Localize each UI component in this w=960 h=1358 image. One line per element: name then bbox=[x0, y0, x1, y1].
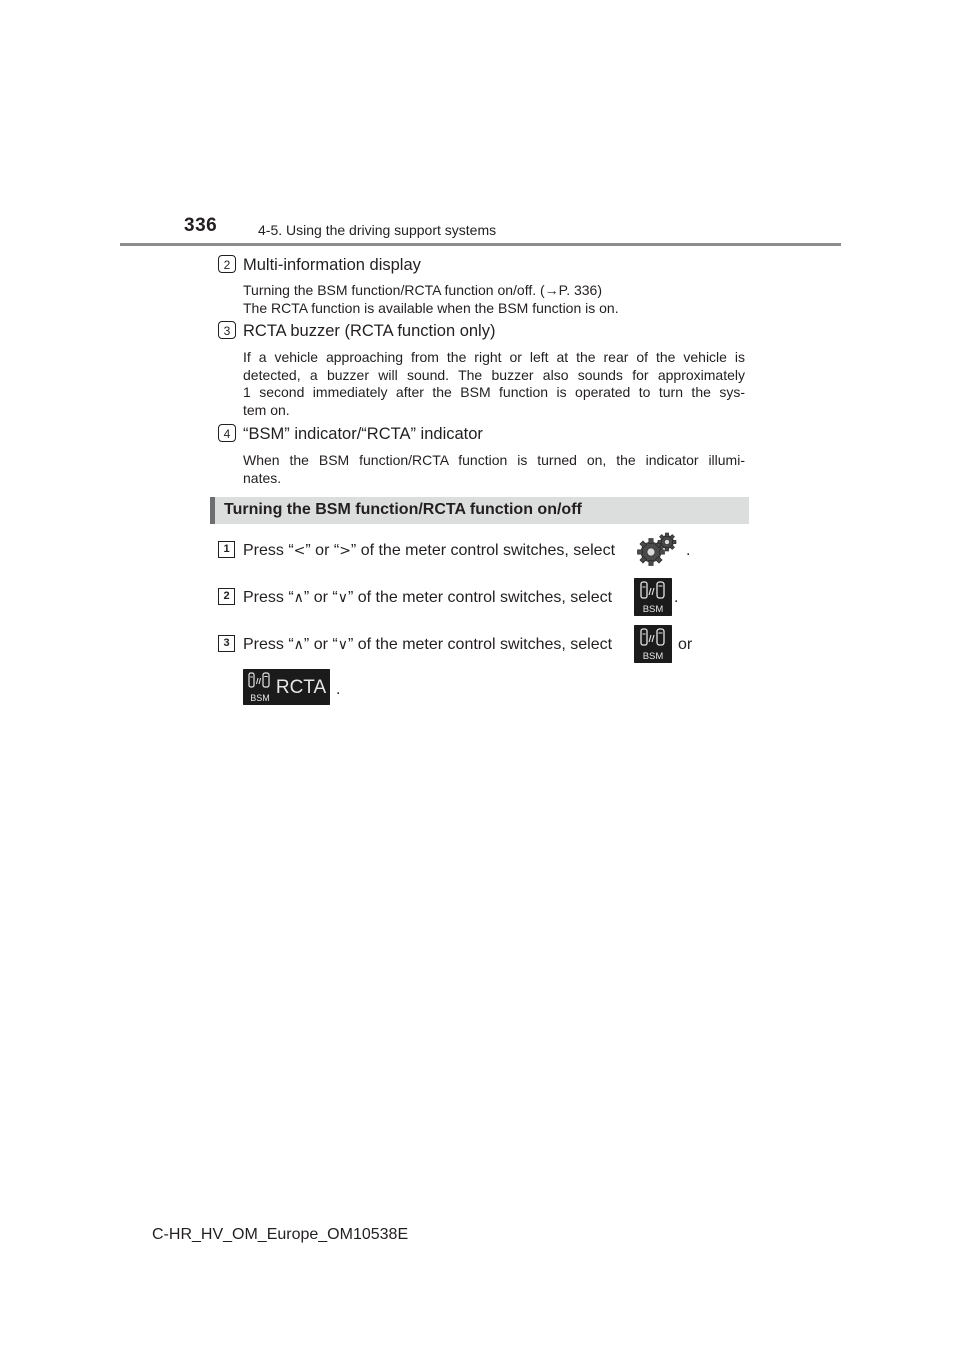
step-text-part: Press “ bbox=[243, 542, 294, 559]
step-1-end: . bbox=[686, 542, 691, 559]
step-text-part: ” of the meter control switches, select bbox=[350, 542, 616, 559]
bsm-rcta-indicator-icon bbox=[243, 669, 330, 705]
step-text-part: ” or “ bbox=[303, 636, 338, 653]
settings-gears-icon bbox=[634, 531, 680, 567]
step-2-text bbox=[243, 589, 612, 607]
step-number-3: 3 bbox=[218, 635, 235, 652]
step-2-end: . bbox=[674, 589, 679, 606]
description-line: If a vehicle approaching from the right or left at the rear of the vehicle is bbox=[243, 349, 745, 365]
step-3-or: or bbox=[678, 636, 693, 653]
rcta-label: RCTA bbox=[275, 677, 327, 698]
section-title: 4-5. Using the driving support systems bbox=[258, 222, 497, 238]
description-line: When the BSM function/RCTA function is turned on, the indicator illumi- bbox=[243, 452, 745, 468]
description-line: Turning the BSM function/RCTA function on/off. (→P. 336) bbox=[243, 282, 603, 298]
item-title-multi-information-display: Multi-information display bbox=[243, 256, 421, 274]
step-3-text bbox=[243, 636, 612, 654]
step-text-part: Press “ bbox=[243, 636, 294, 653]
left-arrow-symbol: < bbox=[293, 543, 306, 559]
bsm-label: BSM bbox=[642, 604, 664, 615]
step-1-text bbox=[243, 542, 615, 560]
step-3-end: . bbox=[336, 681, 341, 698]
step-number-1: 1 bbox=[218, 541, 235, 558]
step-text-part: ” of the meter control switches, select bbox=[347, 636, 613, 653]
item-description bbox=[243, 452, 745, 487]
step-text-part: ” or “ bbox=[303, 589, 338, 606]
header-rule bbox=[120, 243, 841, 246]
item-description bbox=[243, 282, 745, 317]
callout-number-3: 3 bbox=[218, 321, 236, 339]
item-description bbox=[243, 349, 745, 419]
callout-number-4: 4 bbox=[218, 424, 236, 442]
section-heading: Turning the BSM function/RCTA function on/off bbox=[224, 501, 582, 518]
right-arrow-symbol: > bbox=[339, 543, 351, 559]
bsm-label: BSM bbox=[250, 693, 270, 703]
description-line: nates. bbox=[243, 469, 282, 486]
description-line: tem on. bbox=[243, 401, 290, 418]
step-text-part: ” of the meter control switches, select bbox=[347, 589, 613, 606]
description-line: detected, a buzzer will sound. The buzzer also sounds for approximately bbox=[243, 366, 745, 383]
description-line: 1 second immediately after the BSM function is operated to turn the sys- bbox=[243, 384, 745, 401]
step-text-part: ” or “ bbox=[305, 542, 340, 559]
description-line: The RCTA function is available when the BSM function is on. bbox=[243, 299, 619, 316]
bsm-label: BSM bbox=[642, 651, 664, 662]
section-heading-accent-bar bbox=[210, 497, 215, 524]
item-title-bsm-rcta-indicator: “BSM” indicator/“RCTA” indicator bbox=[243, 425, 483, 443]
step-number-2: 2 bbox=[218, 588, 235, 605]
bsm-indicator-icon bbox=[634, 625, 672, 663]
page-number: 336 bbox=[184, 215, 218, 236]
down-arrow-symbol: ∨ bbox=[337, 590, 348, 606]
bsm-indicator-icon bbox=[634, 578, 672, 616]
callout-number-2: 2 bbox=[218, 255, 236, 273]
down-arrow-symbol: ∨ bbox=[337, 637, 348, 653]
up-arrow-symbol: ∧ bbox=[293, 590, 304, 606]
up-arrow-symbol: ∧ bbox=[293, 637, 304, 653]
item-title-rcta-buzzer: RCTA buzzer (RCTA function only) bbox=[243, 322, 496, 340]
footer-document-id: C-HR_HV_OM_Europe_OM10538E bbox=[152, 1226, 409, 1243]
step-text-part: Press “ bbox=[243, 589, 294, 606]
